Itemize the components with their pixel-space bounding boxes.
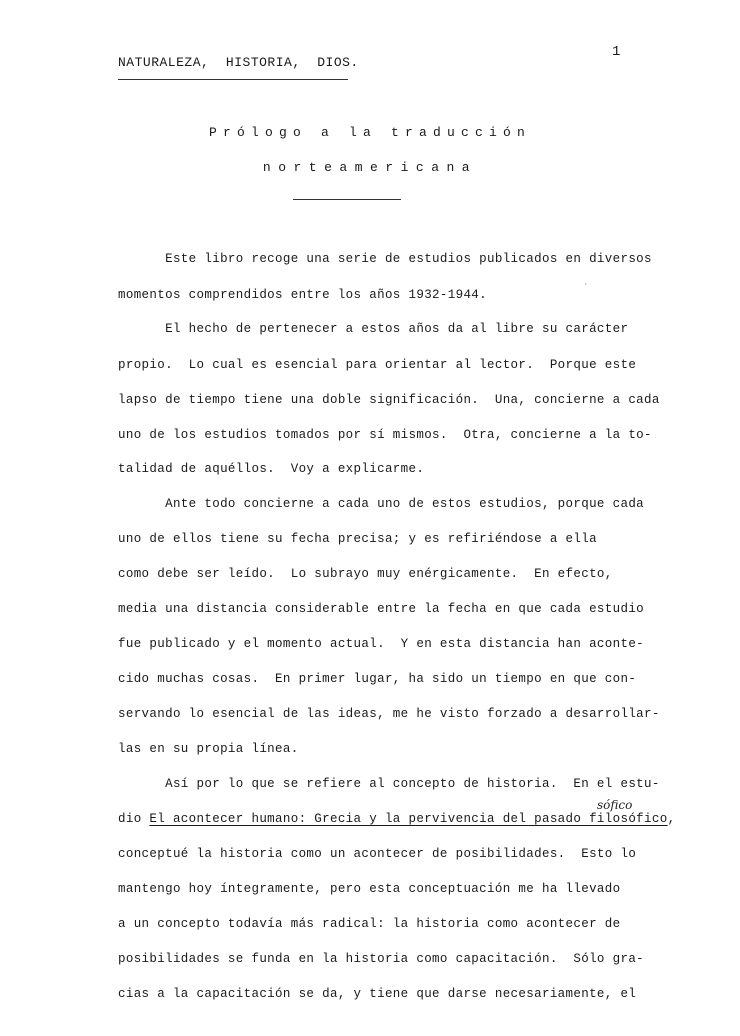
body-line: media una distancia considerable entre la fecha en que cada estudio — [118, 602, 645, 616]
body-line: lapso de tiempo tiene una doble significación. Una, concierne a cada — [118, 393, 660, 407]
body-line: propio. Lo cual es esencial para orientar al lector. Porque este — [118, 358, 637, 372]
body-line: fue publicado y el momento actual. Y en esta distancia han aconte- — [118, 637, 645, 651]
body-line: Este libro recoge una serie de estudios publicados en diversos — [118, 252, 652, 266]
section-heading-line-1: Prólogo a la traducción — [208, 125, 532, 140]
body-line: uno de los estudios tomados por sí mismos. Otra, concierne a la to- — [118, 428, 652, 442]
body-line: Ante todo concierne a cada uno de estos estudios, porque cada — [118, 497, 645, 511]
body-line: las en su propia línea. — [118, 742, 299, 756]
body-line: El hecho de pertenecer a estos años da al libre su carácter — [118, 322, 629, 336]
section-heading-line-2: norteamericana — [262, 160, 478, 175]
body-line: conceptué la historia como un acontecer de posibilidades. Esto lo — [118, 847, 637, 861]
body-line: como debe ser leído. Lo subrayo muy enérgicamente. En efecto, — [118, 567, 613, 581]
body-line: cido muchas cosas. En primer lugar, ha sido un tiempo en que con- — [118, 672, 637, 686]
handwritten-correction: sófico — [597, 798, 633, 812]
running-header: NATURALEZA, HISTORIA, DIOS. — [118, 55, 359, 70]
body-line: cias a la capacitación se da, y tiene que darse necesariamente, el — [118, 987, 637, 1001]
body-line: uno de ellos tiene su fecha precisa; y es refiriéndose a ella — [118, 532, 597, 546]
underlined-essay-title: El acontecer humano: Grecia y la pervivencia del pasado filosófico — [149, 812, 668, 826]
body-line: momentos comprendidos entre los años 1932-1944. — [118, 288, 488, 302]
heading-rule — [293, 199, 401, 200]
body-line: talidad de aquéllos. Voy a explicarme. — [118, 462, 425, 476]
stray-mark: · — [584, 281, 588, 288]
body-line: servando lo esencial de las ideas, me he visto forzado a desarrollar- — [118, 707, 660, 721]
header-underline — [118, 79, 348, 80]
body-line: posibilidades se funda en la historia como capacitación. Sólo gra- — [118, 952, 645, 966]
body-line: mantengo hoy íntegramente, pero esta conceptuación me ha llevado — [118, 882, 621, 896]
body-line-with-title — [118, 812, 675, 826]
body-line: Así por lo que se refiere al concepto de historia. En el estu- — [118, 777, 660, 791]
line-prefix: dio — [118, 812, 150, 826]
line-suffix: , — [667, 812, 676, 826]
body-line: a un concepto todavía más radical: la historia como acontecer de — [118, 917, 621, 931]
page-number: 1 — [612, 44, 621, 60]
